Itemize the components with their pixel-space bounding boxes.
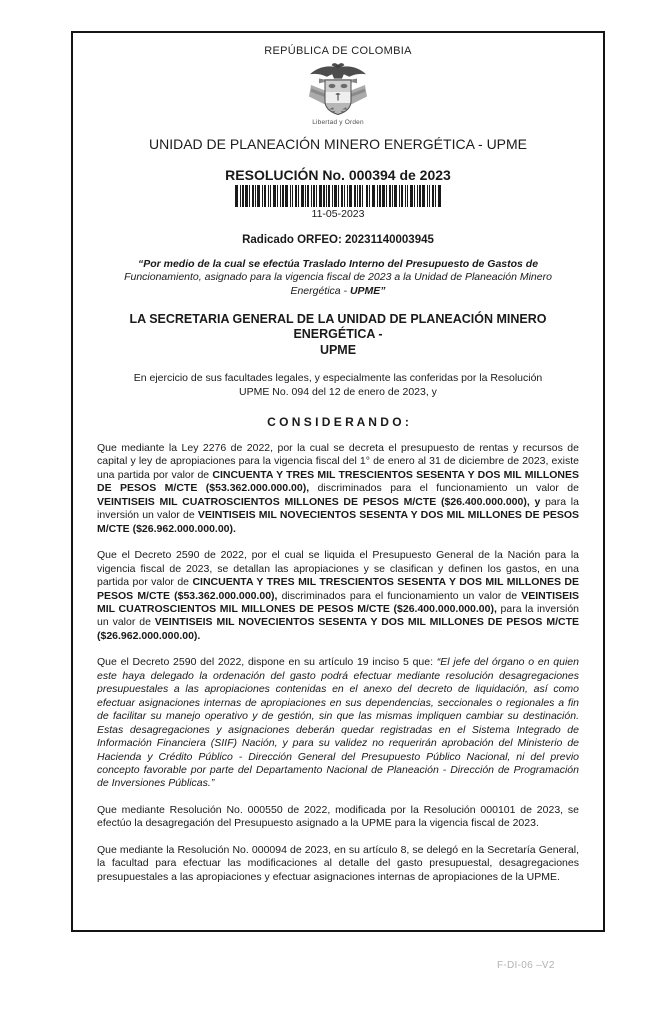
document-content	[73, 33, 603, 884]
considering-paragraph-2: Que el Decreto 2590 de 2022, por el cual se liquida el Presupuesto General de la Nación para la vigencia fiscal de 2023, se detallan las apropiaciones y se clasifican y definen los gastos, en una partida por valor de CINCUENTA Y TRES MIL TRESCIENTOS SESENTA Y DOS MIL MILLONES DE PESOS M/CTE ($53.362.000.000.00), discriminados para el funcionamiento un valor de VEINTISEIS MIL CUATROSCIENTOS MIL MILLONES DE PESOS M/CTE ($26.400.000.000.00), para la inversión un valor de VEINTISEIS MIL NOVECIENTOS SESENTA Y DOS MIL MILLONES DE PESOS M/CTE ($26.962.000.000.00).	[97, 549, 580, 642]
considering-paragraph-3: Que el Decreto 2590 del 2022, dispone en su artículo 19 inciso 5 que: “El jefe del órgano o en quien este haya delegado la ordenación del gasto podrá efectuar mediante resolución desagregaciones presupuestales a las apropiaciones contenidas en el anexo del decreto de liquidación, así como efectuar asignaciones internas de apropiaciones en sus dependencias, seccionales o regionales a fin de facilitar su manejo operativo y de gestión, sin que las mismas impliquen cambiar su destinación. Estas desagregaciones y asignaciones deberán quedar registradas en el Sistema Integrado de Información Financiera (SIIF) Nación, y para su validez no requerirán aprobación del Ministerio de Hacienda y Crédito Público - Dirección General del Presupuesto Público Nacional, ni del previo concepto favorable por parte del Departamento Nacional de Planeación - Dirección de Programación de Inversiones Públicas.”	[97, 656, 579, 790]
radicado-number: Radicado ORFEO: 20231140003945	[242, 234, 434, 246]
considering-paragraph-5: Que mediante la Resolución No. 000094 de 2023, en su artículo 8, se delegó en la Secretaría General, la facultad para efectuar las modificaciones al detalle del gasto presupuestal, desagregaciones presupuestales a las apropiaciones y efectuar asignaciones internas de apropiaciones de la UPME.	[97, 843, 579, 883]
coat-of-arms	[97, 60, 579, 127]
form-code-footer: F-DI-06 –V2	[497, 960, 555, 971]
issuer-line: UPME	[319, 342, 357, 357]
faculties-line: En ejercicio de sus facultades legales, y especialmente las conferidas por la Resolución	[133, 372, 543, 385]
subject-line: Funcionamiento, asignado para la vigencia fiscal de 2023 a la Unidad de Planeación Minero	[124, 271, 552, 284]
legal-faculties-text	[97, 372, 579, 399]
document-border-frame	[71, 31, 605, 932]
issuing-authority-heading	[97, 312, 579, 359]
republic-title: REPÚBLICA DE COLOMBIA	[264, 45, 412, 57]
faculties-line: UPME No. 094 del 12 de enero de 2023, y	[239, 385, 437, 398]
coat-of-arms-motto: Libertad y Orden	[312, 119, 364, 126]
considering-heading: C O N S I D E R A N D O :	[267, 414, 409, 429]
issuer-line: LA SECRETARIA GENERAL DE LA UNIDAD DE PLANEACIÓN MINERO ENERGÉTICA -	[129, 311, 547, 342]
barcode-date: 11-05-2023	[311, 208, 365, 220]
entity-title: UNIDAD DE PLANEACIÓN MINERO ENERGÉTICA - UPME	[148, 136, 528, 152]
considering-paragraph-1: Que mediante la Ley 2276 de 2022, por la cual se decreta el presupuesto de rentas y recursos de capital y ley de apropiaciones para la vigencia fiscal del 1° de enero al 31 de diciembre de 2023, existe una partida por valor de CINCUENTA Y TRES MIL TRESCIENTOS SESENTA Y DOS MIL MILLONES DE PESOS M/CTE ($53.362.000.000.00), discriminados para el funcionamiento un valor de VEINTISEIS MIL CUATROSCIENTOS MILLONES DE PESOS M/CTE ($26.400.000.000), y para la inversión un valor de VEINTISEIS MIL NOVECIENTOS SESENTA Y DOS MIL MILLONES DE PESOS M/CTE ($26.962.000.000.00).	[97, 441, 580, 535]
barcode	[97, 185, 579, 220]
resolution-subject	[97, 258, 579, 298]
subject-line: Energética - UPME”	[290, 284, 386, 297]
considering-paragraph-4: Que mediante Resolución No. 000550 de 2022, modificada por la Resolución 000101 de 2023, se efectúo la desagregación del Presupuesto asignado a la UPME para la vigencia fiscal de 2023.	[97, 803, 579, 830]
resolution-number-title: RESOLUCIÓN No. 000394 de 2023	[225, 167, 451, 183]
subject-line: “Por medio de la cual se efectúa Traslado Interno del Presupuesto de Gastos de	[137, 258, 539, 270]
